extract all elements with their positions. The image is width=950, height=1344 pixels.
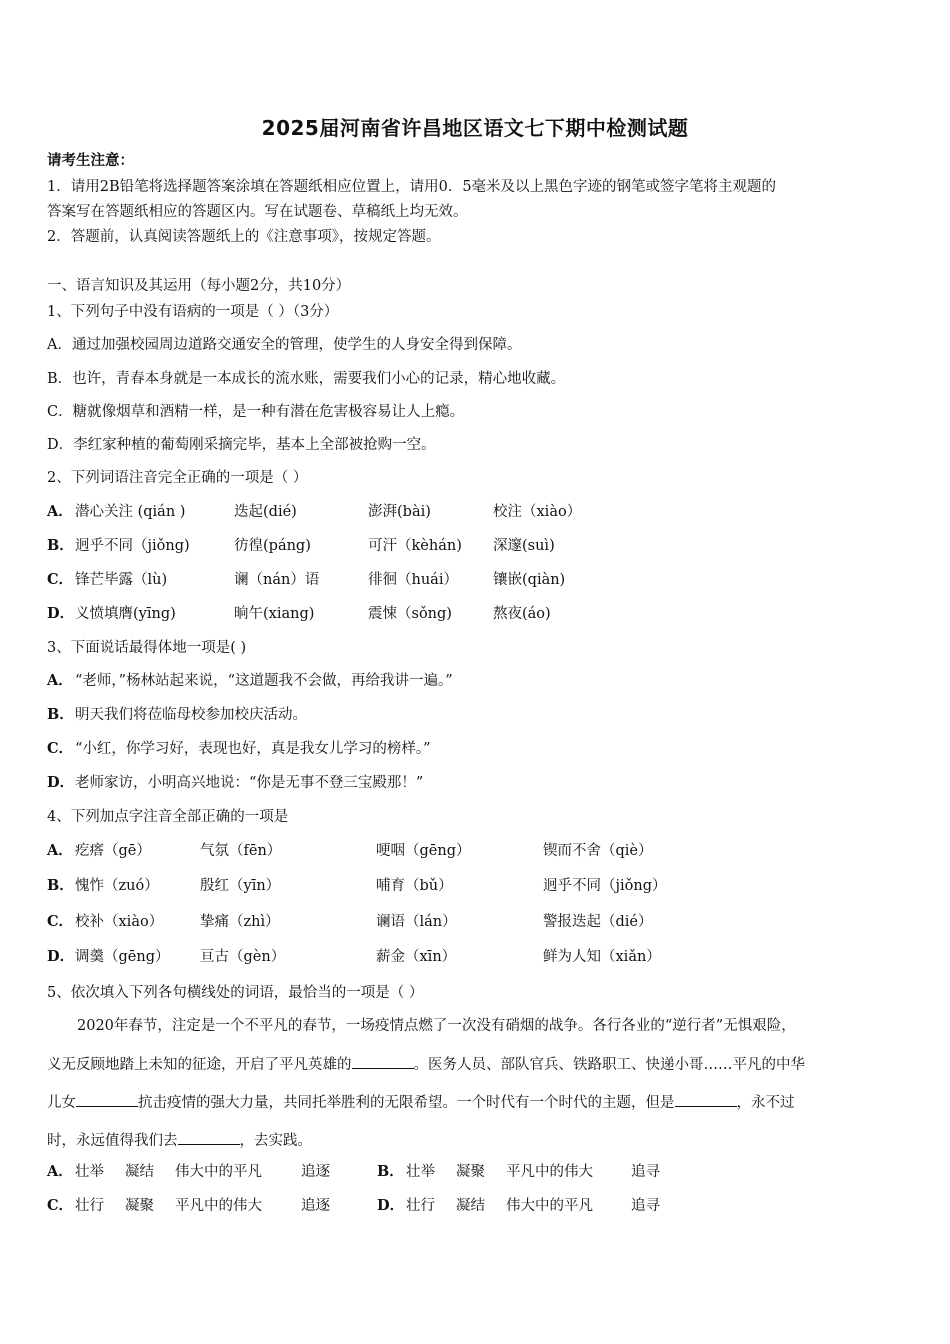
option-item: 壮举 [75, 1164, 104, 1180]
option-item: 凝聚 [125, 1198, 154, 1214]
option-label: B． [47, 877, 74, 894]
q5-passage-line-4 [47, 1130, 312, 1151]
passage-text: 儿女 [47, 1095, 76, 1111]
q1-option-c: C．糖就像烟草和酒精一样，是一种有潜在危害极容易让人上瘾。 [47, 404, 465, 420]
q5-passage-line-2 [47, 1054, 805, 1075]
option-item: 气氛（fēn） [200, 843, 282, 859]
q5-passage-line-3 [47, 1092, 795, 1113]
option-item: 谰（nán）语 [234, 572, 320, 588]
option-text: “老师，”杨林站起来说，“这道题我不会做，再给我讲一遍。” [75, 673, 453, 689]
option-label: D． [47, 605, 75, 622]
fill-blank-3 [675, 1092, 737, 1107]
q5-passage-line-1: 2020年春节，注定是一个不平凡的春节，一场疫情点燃了一次没有硝烟的战争。各行各业的“逆行者”无惧艰险， [77, 1018, 796, 1034]
passage-text: 抗击疫情的强大力量，共同托举胜利的无限希望。一个时代有一个时代的主题，但是 [138, 1095, 675, 1111]
option-label: A． [47, 503, 73, 520]
option-item: 追寻 [631, 1164, 660, 1180]
option-label: A． [47, 842, 73, 859]
option-label: C． [47, 913, 74, 930]
option-item: 校补（xiào） [75, 914, 164, 930]
q2-stem: 2、下列词语注音完全正确的一项是（ ） [47, 470, 308, 486]
passage-text: 。医务人员、部队官兵、铁路职工、快递小哥……平凡的中华 [413, 1057, 805, 1073]
fill-blank-1 [352, 1054, 414, 1069]
option-item: 壮行 [75, 1198, 104, 1214]
option-item: 追寻 [631, 1198, 660, 1214]
option-label: C． [47, 1197, 74, 1214]
option-item: 锲而不舍（qiè） [543, 843, 653, 859]
option-text: 明天我们将莅临母校参加校庆活动。 [75, 707, 307, 723]
page-title: 2025届河南省许昌地区语文七下期中检测试题 [261, 116, 689, 140]
q1-option-b: B．也许，青春本身就是一本成长的流水账，需要我们小心的记录，精心地收藏。 [47, 371, 566, 387]
option-item: 追逐 [301, 1164, 330, 1180]
option-item: 亘古（gèn） [200, 949, 286, 965]
option-item: 追逐 [301, 1198, 330, 1214]
option-item: 平凡中的伟大 [175, 1198, 262, 1214]
passage-text: 时，永远值得我们去 [47, 1133, 178, 1149]
option-item: 彷徨(páng) [234, 538, 311, 554]
option-item: 疙瘩（gē） [75, 843, 151, 859]
option-item: 壮行 [406, 1198, 435, 1214]
q3-stem: 3、下面说话最得体地一项是( ) [47, 640, 247, 656]
option-label: B． [47, 706, 74, 723]
option-item: 深邃(suì) [493, 538, 555, 554]
option-item: 熬夜(áo) [493, 606, 551, 622]
option-item: 凝聚 [456, 1164, 485, 1180]
option-item: 警报迭起（dié） [543, 914, 653, 930]
option-text: 老师家访，小明高兴地说：“你是无事不登三宝殿那！” [75, 775, 424, 791]
option-item: 镶嵌(qiàn) [493, 572, 566, 588]
option-item: 震悚（sǒng) [368, 606, 452, 622]
option-label: D． [47, 948, 75, 965]
option-item: 哺育（bǔ） [376, 878, 453, 894]
option-item: 凝结 [125, 1164, 154, 1180]
option-item: 晌午(xiang) [234, 606, 315, 622]
notice-line-2: 2．答题前，认真阅读答题纸上的《注意事项》，按规定答题。 [47, 229, 441, 245]
option-item: 伟大中的平凡 [506, 1198, 593, 1214]
q5-stem: 5、依次填入下列各句横线处的词语，最恰当的一项是（ ） [47, 985, 424, 1001]
option-item: 锋芒毕露（lù) [75, 572, 168, 588]
option-label: A． [47, 1163, 73, 1180]
option-item: 迥乎不同（jiǒng） [543, 878, 667, 894]
section-heading: 一、语言知识及其运用（每小题2分，共10分） [47, 278, 351, 294]
q1-option-d: D．李红家种植的葡萄刚采摘完毕，基本上全部被抢购一空。 [47, 437, 436, 453]
q1-option-a: A．通过加强校园周边道路交通安全的管理，使学生的人身安全得到保障。 [47, 337, 522, 353]
option-item: 义愤填膺(yīng) [75, 606, 176, 622]
option-item: 可汗（kèhán) [368, 538, 462, 554]
fill-blank-2 [76, 1092, 138, 1107]
option-item: 壮举 [406, 1164, 435, 1180]
option-label: A． [47, 672, 73, 689]
option-item: 澎湃(bài) [368, 504, 431, 520]
option-label: D． [47, 774, 75, 791]
notice-line-1a: 1．请用2B铅笔将选择题答案涂填在答题纸相应位置上，请用0．5毫米及以上黑色字迹的钢笔或签字笔将主观题的 [47, 179, 777, 195]
option-item: 平凡中的伟大 [506, 1164, 593, 1180]
option-item: 凝结 [456, 1198, 485, 1214]
option-item: 伟大中的平凡 [175, 1164, 262, 1180]
option-label: B． [47, 537, 74, 554]
option-item: 鲜为人知（xiǎn） [543, 949, 661, 965]
option-item: 挚痛（zhì） [200, 914, 280, 930]
option-item: 调羹（gēng） [75, 949, 170, 965]
fill-blank-4 [178, 1130, 240, 1145]
option-label: C． [47, 571, 74, 588]
option-item: 徘徊（huái） [368, 572, 458, 588]
notice-line-1b: 答案写在答题纸相应的答题区内。写在试题卷、草稿纸上均无效。 [47, 204, 468, 220]
option-item: 校注（xiào） [493, 504, 582, 520]
option-item: 谰语（lán） [376, 914, 457, 930]
option-item: 薪金（xīn） [376, 949, 457, 965]
q1-stem: 1、下列句子中没有语病的一项是（ ）（3分） [47, 304, 339, 320]
option-label: C． [47, 740, 74, 757]
option-item: 殷红（yīn） [200, 878, 281, 894]
option-item: 迭起(dié) [234, 504, 297, 520]
option-item: 哽咽（gēng） [376, 843, 471, 859]
option-label: B． [377, 1163, 404, 1180]
q4-stem: 4、下列加点字注音全部正确的一项是 [47, 809, 289, 825]
option-item: 潜心关注 (qián ) [75, 504, 186, 520]
notice-heading: 请考生注意： [47, 152, 134, 169]
passage-text: ，永不过 [736, 1095, 795, 1111]
option-text: “小红，你学习好，表现也好，真是我女儿学习的榜样。” [75, 741, 431, 757]
passage-text: ，去实践。 [239, 1133, 312, 1149]
option-item: 愧怍（zuó） [75, 878, 159, 894]
passage-text: 义无反顾地踏上未知的征途，开启了平凡英雄的 [47, 1057, 352, 1073]
option-label: D． [377, 1197, 405, 1214]
option-item: 迥乎不同（jiǒng) [75, 538, 190, 554]
